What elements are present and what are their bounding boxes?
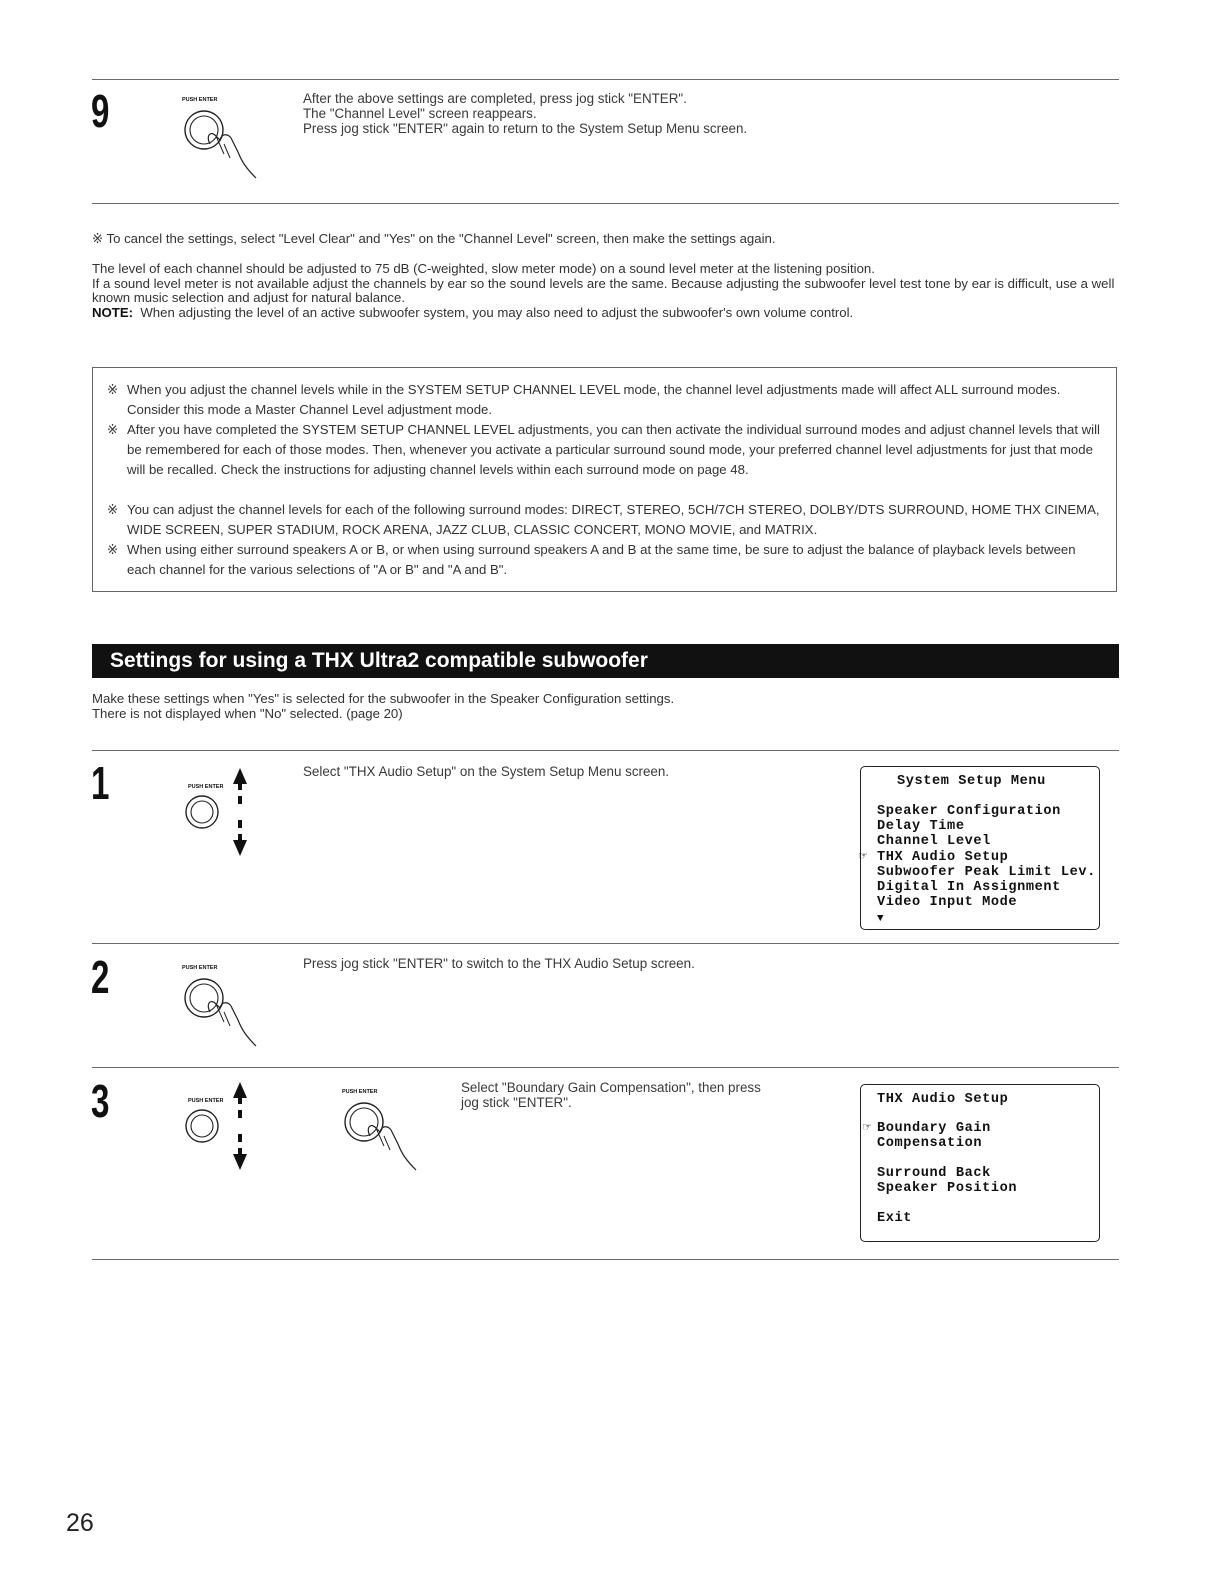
menu-item-boundary-gain-cont: Compensation [877, 1136, 983, 1151]
screen-title: THX Audio Setup [877, 1092, 1009, 1107]
svg-text:PUSH ENTER: PUSH ENTER [188, 784, 224, 790]
menu-item-delay-time: Delay Time [877, 819, 965, 834]
menu-item-exit: Exit [877, 1211, 913, 1226]
menu-item-speaker-configuration: Speaker Configuration [877, 804, 1061, 819]
menu-item-thx-audio-setup: THX Audio Setup [877, 850, 1009, 865]
divider [92, 79, 1119, 80]
divider [92, 203, 1119, 204]
jog-stick-press-icon [180, 960, 262, 1052]
level-paragraph-line-2: If a sound level meter is not available adjust the channels by ear so the sound levels are the same. Because adjusting the subwoofer level test tone by ear is difficult, use a well known music selection and adjust for natural balance. [92, 275, 1115, 306]
section-intro-line-2: There is not displayed when "No" selected. (page 20) [92, 705, 403, 721]
jog-stick-up-down-icon [180, 762, 270, 858]
reference-mark: ※ [107, 382, 119, 397]
menu-item-video-input-mode: Video Input Mode [877, 895, 1018, 910]
jog-stick-press-icon [340, 1084, 422, 1176]
scroll-down-icon: ▼ [877, 913, 885, 925]
step-number-3: 3 [91, 1075, 110, 1127]
cursor-icon: ☞ [859, 850, 868, 865]
cancel-note: ※ To cancel the settings, select "Level Clear" and "Yes" on the "Channel Level" screen, then make the settings again. [92, 231, 776, 246]
thx-audio-setup-screen [860, 1084, 1100, 1242]
menu-item-surround-back: Surround Back [877, 1166, 991, 1181]
step2-text: Press jog stick "ENTER" to switch to the THX Audio Setup screen. [303, 956, 695, 971]
step9-line-1: After the above settings are completed, press jog stick "ENTER". [303, 91, 687, 106]
notes-item-2: ※ After you have completed the SYSTEM SETUP CHANNEL LEVEL adjustments, you can then activate the individual surround modes and adjust channel levels that will be remembered for each of those modes. Then, whenever you activate a particular surround sound mode, your preferred channel level adjustments for just that mode will be recalled. Check the instructions for adjusting channel levels within each surround mode on page 48. [107, 422, 1100, 477]
svg-text:PUSH ENTER: PUSH ENTER [182, 97, 218, 103]
level-paragraph-line-1: The level of each channel should be adjusted to 75 dB (C-weighted, slow meter mode) on a sound level meter at the listening position. [92, 261, 875, 276]
step3-line-1: Select "Boundary Gain Compensation", then press [461, 1080, 761, 1095]
reference-mark: ※ [107, 542, 119, 557]
step-number-1: 1 [91, 757, 110, 809]
svg-text:PUSH ENTER: PUSH ENTER [182, 965, 218, 971]
notes-item-3: ※ You can adjust the channel levels for each of the following surround modes: DIRECT, STEREO, 5CH/7CH STEREO, DOLBY/DTS SURROUND, HOME THX CINEMA, WIDE SCREEN, SUPER STADIUM, ROCK ARENA, JAZZ CLUB, CLASSIC CONCERT, MONO MOVIE, and MATRIX. [107, 502, 1100, 537]
notes-item-1: ※ When you adjust the channel levels while in the SYSTEM SETUP CHANNEL LEVEL mode, the channel level adjustments made will affect ALL surround modes. Consider this mode a Master Channel Level adjustment mode. [107, 382, 1061, 417]
divider [92, 943, 1119, 944]
jog-stick-up-down-icon [180, 1076, 270, 1172]
section-title: Settings for using a THX Ultra2 compatible subwoofer [92, 644, 1119, 678]
step-number-2: 2 [91, 951, 110, 1003]
step3-text [461, 1080, 841, 1110]
menu-item-surround-back-cont: Speaker Position [877, 1181, 1018, 1196]
cursor-icon: ☞ [863, 1121, 872, 1136]
jog-stick-press-icon [180, 92, 262, 184]
notes-item-4: ※ When using either surround speakers A or B, or when using surround speakers A and B at the same time, be sure to adjust the balance of playback levels between each channel for the various selections of "A or B" and "A and B". [107, 542, 1076, 577]
screen-title: System Setup Menu [897, 774, 1046, 789]
note-text: When adjusting the level of an active subwoofer system, you may also need to adjust the subwoofer's own volume control. [140, 304, 854, 320]
menu-item-subwoofer-peak-limit: Subwoofer Peak Limit Lev. [877, 865, 1096, 880]
section-intro [92, 692, 1122, 721]
svg-text:PUSH ENTER: PUSH ENTER [342, 1089, 378, 1095]
note-label: NOTE: [92, 304, 134, 320]
step-number-9: 9 [91, 85, 110, 137]
system-setup-menu-screen [860, 766, 1100, 930]
menu-item-digital-in-assignment: Digital In Assignment [877, 880, 1061, 895]
reference-mark: ※ [107, 502, 119, 517]
divider [92, 750, 1119, 751]
step9-line-3: Press jog stick "ENTER" again to return to the System Setup Menu screen. [303, 121, 748, 137]
reference-mark: ※ [107, 422, 119, 437]
menu-item-channel-level: Channel Level [877, 834, 991, 849]
menu-item-boundary-gain: Boundary Gain [877, 1121, 991, 1136]
note-paragraph [92, 306, 1122, 321]
step9-line-2: The "Channel Level" screen reappears. [303, 106, 537, 122]
step3-line-2: jog stick "ENTER". [461, 1095, 572, 1111]
step9-text [303, 91, 1003, 137]
notes-box [92, 367, 1117, 592]
section-intro-line-1: Make these settings when "Yes" is selected for the subwoofer in the Speaker Configuration settings. [92, 691, 675, 706]
level-paragraph [92, 262, 1122, 320]
divider [92, 1259, 1119, 1260]
page-number: 26 [66, 1509, 94, 1537]
svg-text:PUSH ENTER: PUSH ENTER [188, 1098, 224, 1104]
divider [92, 1067, 1119, 1068]
step1-text: Select "THX Audio Setup" on the System Setup Menu screen. [303, 764, 670, 779]
